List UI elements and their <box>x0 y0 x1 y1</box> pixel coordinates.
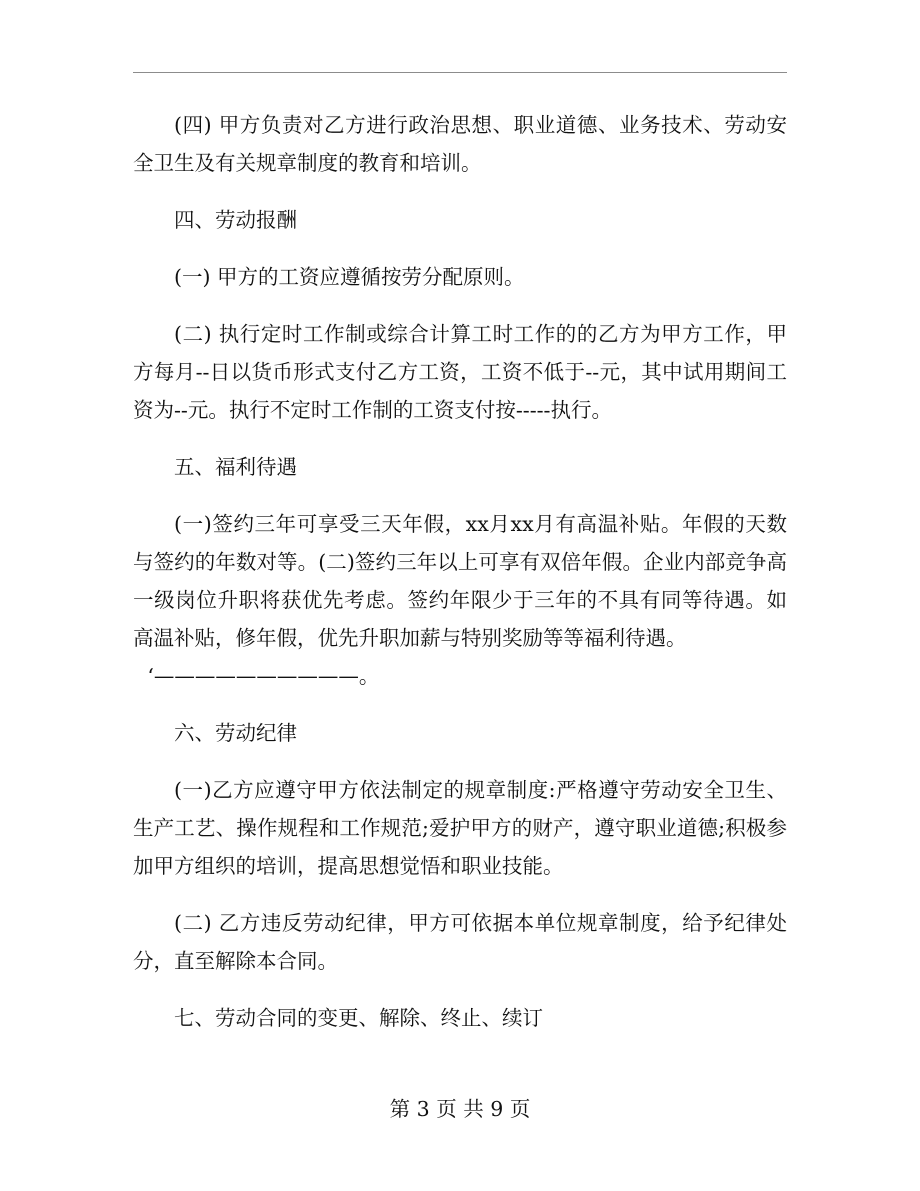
paragraph-benefits: (一)签约三年可享受三天年假，xx月xx月有高温补贴。年假的天数与签约的年数对等。(二)签约三年以上可享有双倍年假。企业内部竞争高一级岗位升职将获优先考虑。签约年限少于三年的不具有同等待遇。如高温补贴，修年假，优先升职加薪与特别奖励等等福利待遇。 <box>133 512 787 650</box>
paragraph-training: (四) 甲方负责对乙方进行政治思想、职业道德、业务技术、劳动安全卫生及有关规章制度的教育和培训。 <box>133 113 787 175</box>
header-rule <box>133 72 787 73</box>
section-heading-discipline: 六、劳动纪律 <box>174 721 297 745</box>
blank-fill-line: ‘——————————。 <box>147 664 380 688</box>
document-body <box>133 106 787 1056</box>
section-heading-remuneration: 四、劳动报酬 <box>174 208 297 232</box>
paragraph-discipline-violation: (二) 乙方违反劳动纪律，甲方可依据本单位规章制度，给予纪律处分，直至解除本合同。 <box>133 911 787 973</box>
paragraph-rules-compliance: (一)乙方应遵守甲方依法制定的规章制度:严格遵守劳动安全卫生、生产工艺、操作规程和工作规范;爱护甲方的财产，遵守职业道德;积极参加甲方组织的培训，提高思想觉悟和职业技能。 <box>133 778 787 878</box>
paragraph-wage-principle: (一) 甲方的工资应遵循按劳分配原则。 <box>174 265 525 289</box>
paragraph-wage-payment: (二) 执行定时工作制或综合计算工时工作的的乙方为甲方工作，甲方每月--日以货币形式支付乙方工资，工资不低于--元，其中试用期间工资为--元。执行不定时工作制的工资支付按-----执行。 <box>133 322 787 422</box>
section-heading-contract-changes: 七、劳动合同的变更、解除、终止、续订 <box>174 1006 543 1030</box>
section-heading-benefits: 五、福利待遇 <box>174 455 297 479</box>
page-number: 第 3 页 共 9 页 <box>389 1097 531 1121</box>
